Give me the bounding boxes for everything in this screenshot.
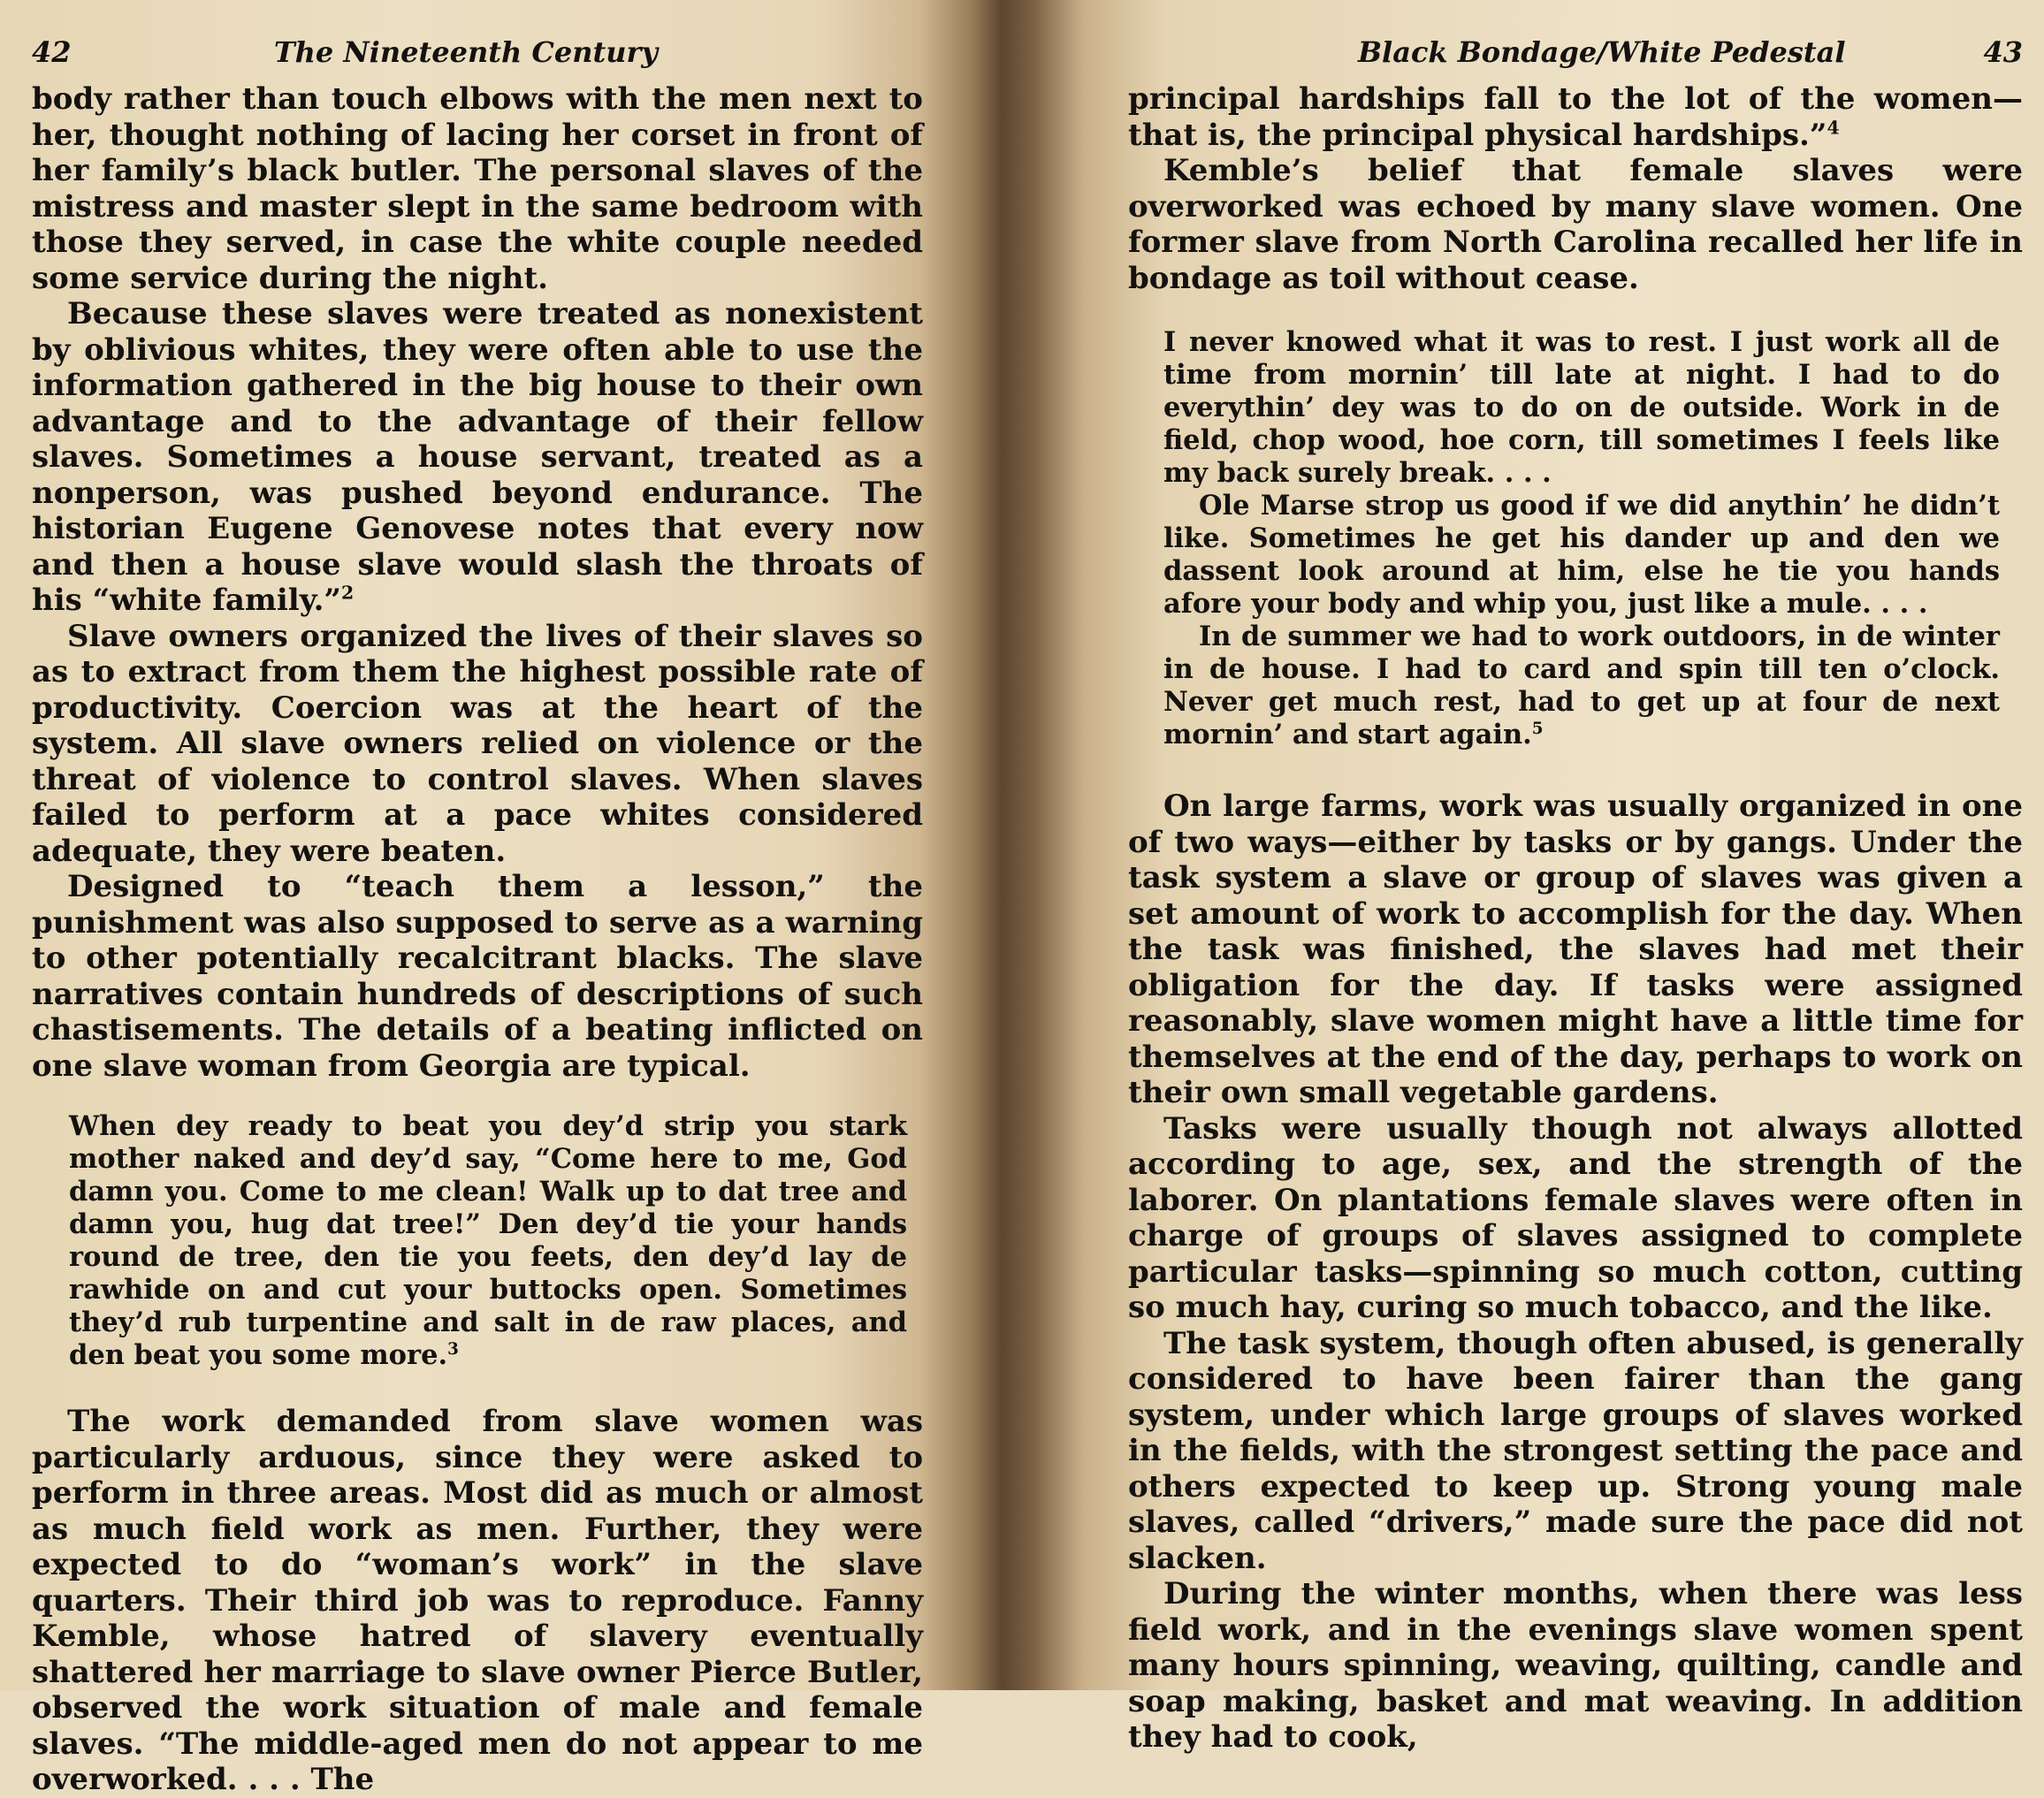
- running-head-left: [32, 0, 923, 81]
- running-title: Black Bondage/White Pedestal: [1358, 35, 1846, 69]
- paragraph-continuation: body rather than touch elbows with the men next to her, thought nothing of lacing her corset in front of her family’s black butler. The personal slaves of the mistress and master slept in the same bedroom with those they served, in case the white couple needed some service during the night.: [32, 81, 923, 296]
- paragraph: Kemble’s belief that female slaves were overworked was echoed by many slave women. One former slave from North Carolina recalled her life in bondage as toil without cease.: [1128, 153, 2023, 296]
- quote-text: When dey ready to beat you dey’d strip you stark mother naked and dey’d say, “Come here to me, God damn you. Come to me clean! Walk up to dat tree and damn you, hug dat tree!” Den dey’d tie your hands round de tree, den tie you feets, den dey’d lay de rawhide on and cut your buttocks open. Sometimes they’d rub turpentine and salt in de raw places, and den beat you some more.: [69, 1110, 907, 1371]
- quote-paragraph: I never knowed what it was to rest. I just work all de time from mornin’ till late at night. I had to do everythin’ dey was to do on de outside. Work in de field, chop wood, hoe corn, till sometimes I feels like my back surely break. . . .: [1163, 326, 2000, 489]
- body-text-right: [1128, 81, 2023, 296]
- quote-paragraph: Ole Marse strop us good if we did anythin’ he didn’t like. Sometimes he get his dander up and den we dassent look around at him, else he tie you hands afore your body and whip you, just like a mule. . . .: [1163, 490, 2000, 620]
- block-quote: [1163, 326, 2000, 751]
- body-text-left: [32, 81, 923, 1084]
- paragraph: On large farms, work was usually organized in one of two ways—either by tasks or by gangs. Under the task system a slave or group of slaves was given a set amount of work to accomplish for the day. When the task was finished, the slaves had met their obligation for the day. If tasks were assigned reasonably, slave women might have a little time for themselves at the end of the day, perhaps to work on their own small vegetable gardens.: [1128, 789, 2023, 1110]
- paragraph: Tasks were usually though not always allotted according to age, sex, and the strength of the laborer. On plantations female slaves were often in charge of groups of slaves assigned to complete particular tasks—spinning so much cotton, cutting so much hay, curing so much tobacco, and the like.: [1128, 1110, 2023, 1325]
- quote-paragraph: [69, 1110, 907, 1372]
- body-text-right-cont: [1128, 789, 2023, 1756]
- quote-text: In de summer we had to work outdoors, in de winter in de house. I had to card and spin till ten o’clock. Never get much rest, had to get up at four de next mornin’ and start again.: [1163, 621, 2000, 750]
- page-number: 43: [1983, 35, 2023, 69]
- quote-paragraph: [1163, 621, 2000, 751]
- left-page: [0, 0, 937, 1797]
- running-title: The Nineteenth Century: [273, 35, 658, 69]
- paragraph-text: Because these slaves were treated as nonexistent by oblivious whites, they were often able to use the information gathered in the big house to their own advantage and to the advantage of their fellow slaves. Sometimes a house servant, treated as a nonperson, was pushed beyond endurance. The historian Eugene Genovese notes that every now and then a house slave would slash the throats of his “white family.”: [32, 296, 923, 618]
- body-text-left-cont: [32, 1404, 923, 1798]
- paragraph-text: principal hardships fall to the lot of the women—that is, the principal physical hardships.”: [1128, 81, 2023, 153]
- paragraph: During the winter months, when there was less field work, and in the evenings slave women spent many hours spinning, weaving, quilting, candle and soap making, basket and mat weaving. In addition they had to cook,: [1128, 1576, 2023, 1755]
- footnote-marker: 2: [340, 582, 355, 604]
- paragraph: The work demanded from slave women was particularly arduous, since they were asked to perform in three areas. Most did as much or almost as much field work as men. Further, they were expected to do “woman’s work” in the slave quarters. Their third job was to reproduce. Fanny Kemble, whose hatred of slavery eventually shattered her marriage to slave owner Pierce Butler, observed the work situation of male and female slaves. “The middle-aged men do not appear to me overworked. . . . The: [32, 1404, 923, 1797]
- page-number: 42: [32, 35, 72, 69]
- running-head-right: [1128, 0, 2023, 81]
- paragraph: Designed to “teach them a lesson,” the punishment was also supposed to serve as a warning to other potentially recalcitrant blacks. The slave narratives contain hundreds of descriptions of such chastisements. The details of a beating inflicted on one slave woman from Georgia are typical.: [32, 869, 923, 1084]
- footnote-marker: 5: [1531, 719, 1544, 738]
- footnote-marker: 4: [1827, 117, 1840, 139]
- paragraph: Slave owners organized the lives of their slaves so as to extract from them the highest possible rate of productivity. Coercion was at the heart of the system. All slave owners relied on violence or the threat of violence to control slaves. When slaves failed to perform at a pace whites considered adequate, they were beaten.: [32, 618, 923, 869]
- paragraph: [32, 296, 923, 619]
- footnote-marker: 3: [447, 1339, 459, 1359]
- right-page: [1121, 0, 2044, 1755]
- paragraph: The task system, though often abused, is generally considered to have been fairer than the gang system, under which large groups of slaves worked in the fields, with the strongest setting the pace and others expected to keep up. Strong young male slaves, called “drivers,” made sure the pace did not slacken.: [1128, 1325, 2023, 1576]
- paragraph-continuation: [1128, 81, 2023, 153]
- block-quote: [69, 1110, 907, 1372]
